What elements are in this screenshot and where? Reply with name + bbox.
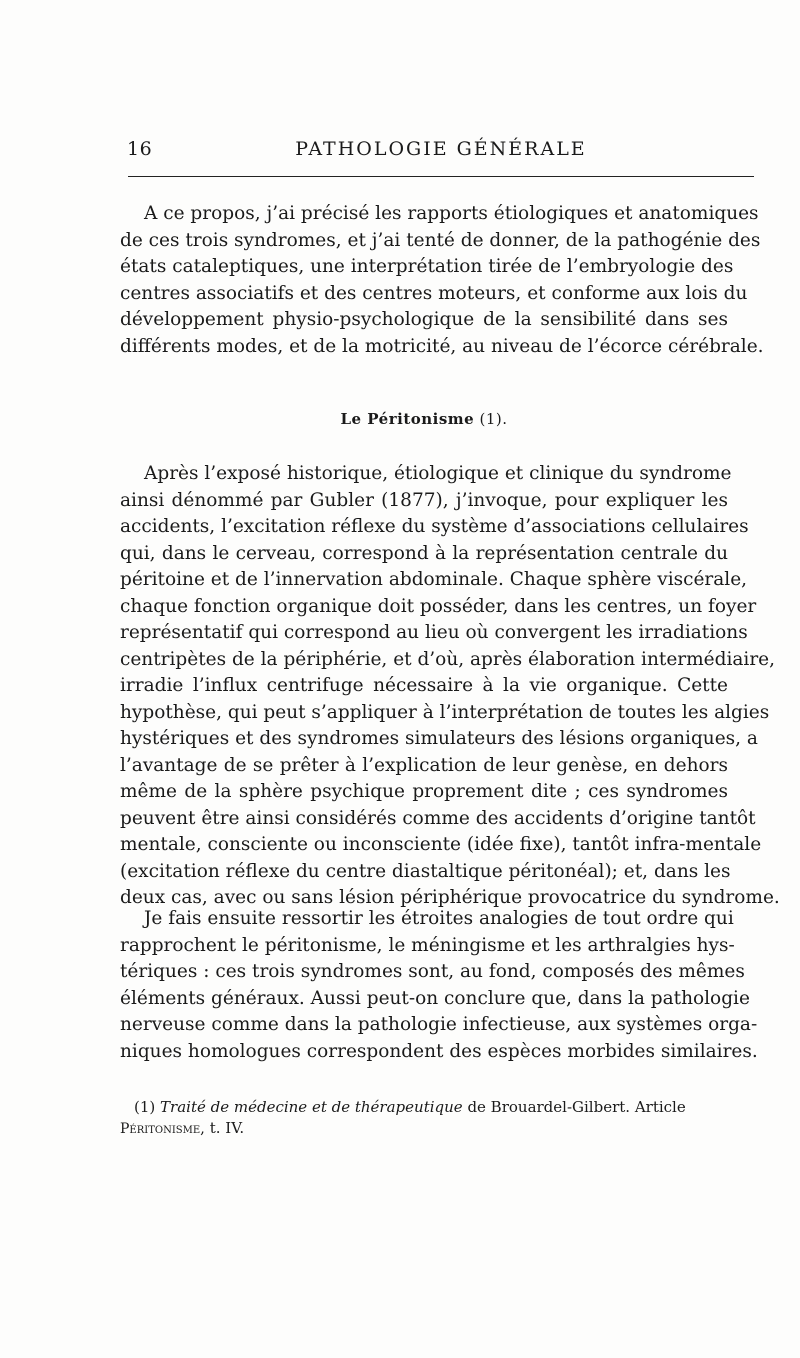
footnote-marker: (1) [134, 1098, 156, 1116]
text-line: centres associatifs et des centres moteurs, et conforme aux lois du [120, 282, 748, 304]
text-line: centripètes de la périphérie, et d’où, après élaboration intermédiaire, [120, 648, 775, 670]
text-line: péritoine et de l’innervation abdominale. Chaque sphère viscérale, [120, 569, 748, 590]
section-heading [120, 410, 728, 428]
text-line: éléments généraux. Aussi peut-on conclure que, dans la pathologie [120, 987, 750, 1009]
footnote [120, 1097, 728, 1140]
text-line: A ce propos, j’ai précisé les rapports étiologiques et anatomiques [144, 203, 759, 224]
footnote-reference: (1). [479, 410, 508, 428]
text-line: rapprochent le péritonisme, le méningisme et les arthralgies hys- [120, 934, 735, 956]
text-line: qui, dans le cerveau, correspond à la représentation centrale du [120, 542, 728, 564]
page-number: 16 [127, 138, 153, 160]
text-line: de ces trois syndromes, et j’ai tenté de donner, de la pathogénie des [120, 229, 761, 251]
text-line: développement physio-psychologique de la sensibilité dans ses [120, 309, 728, 330]
text-line: Je fais ensuite ressortir les étroites analogies de tout ordre qui [144, 908, 734, 929]
text-line: Après l’exposé historique, étiologique et clinique du syndrome [144, 463, 732, 484]
text-line: niques homologues correspondent des espèces morbides similaires. [120, 1040, 758, 1062]
text-line: ainsi dénommé par Gubler (1877), j’invoque, pour expliquer les [120, 489, 728, 511]
paragraph-3 [120, 906, 758, 1065]
text-line: irradie l’influx centrifuge nécessaire à la vie organique. Cette [120, 675, 728, 696]
header-rule [128, 176, 754, 177]
footnote-article-name: Péritonisme [120, 1121, 201, 1137]
page-header [127, 138, 755, 168]
running-title: PATHOLOGIE GÉNÉRALE [295, 138, 587, 160]
text-line: même de la sphère psychique proprement dite ; ces syndromes [120, 781, 728, 802]
text-line: hypothèse, qui peut s’appliquer à l’interprétation de toutes les algies [120, 701, 770, 723]
section-title: Le Péritonisme [340, 410, 475, 428]
footnote-authors: de Brouardel-Gilbert. Article [467, 1098, 686, 1116]
text-line: différents modes, et de la motricité, au niveau de l’écorce cérébrale. [120, 335, 764, 357]
footnote-work-title: Traité de médecine et de thérapeutique [160, 1098, 463, 1116]
text-line: tériques : ces trois syndromes sont, au fond, composés des mêmes [120, 961, 745, 982]
paragraph-2 [120, 461, 780, 912]
text-line: états cataleptiques, une interprétation tirée de l’embryologie des [120, 256, 734, 277]
text-line: l’avantage de se prêter à l’explication de leur genèse, en dehors [120, 754, 728, 776]
text-line: deux cas, avec ou sans lésion périphérique provocatrice du syndrome. [120, 887, 780, 908]
text-line: peuvent être ainsi considérés comme des accidents d’origine tantôt [120, 807, 756, 829]
text-line: (excitation réflexe du centre diastaltique péritonéal); et, dans les [120, 860, 731, 882]
text-line: nerveuse comme dans la pathologie infectieuse, aux systèmes orga- [120, 1014, 758, 1035]
paragraph-1 [120, 201, 764, 360]
text-line: chaque fonction organique doit posséder, dans les centres, un foyer [120, 595, 757, 617]
text-line: hystériques et des syndromes simulateurs des lésions organiques, a [120, 728, 758, 749]
text-line: représentatif qui correspond au lieu où convergent les irradiations [120, 622, 748, 643]
text-line: accidents, l’excitation réflexe du système d’associations cellulaires [120, 516, 749, 537]
footnote-volume: , t. IV. [200, 1119, 245, 1137]
text-line: mentale, consciente ou inconsciente (idée fixe), tantôt infra-mentale [120, 834, 762, 855]
